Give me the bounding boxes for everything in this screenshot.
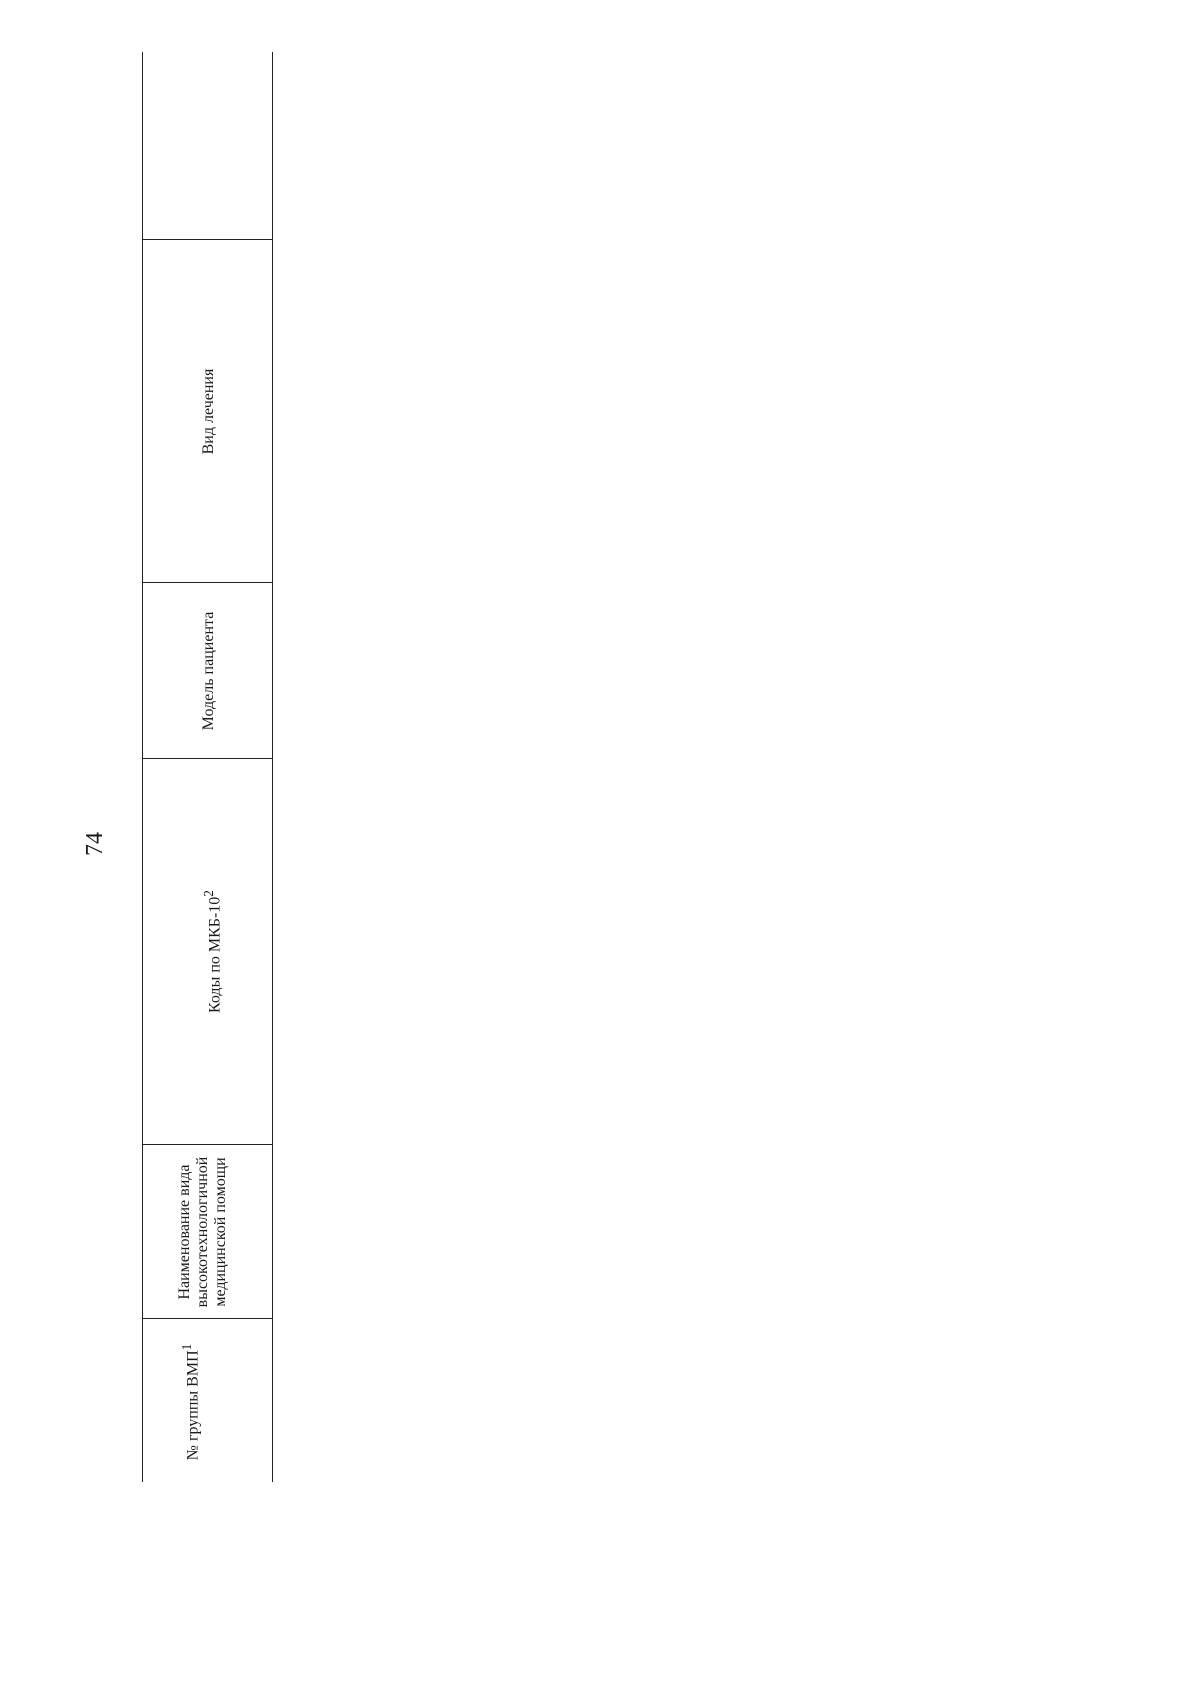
- header-mkb-codes: Коды по МКБ-$10^2$: [201, 890, 224, 1013]
- header-bottom-border: [272, 52, 273, 1482]
- header-group-no: № группы ВМП$^1$: [179, 1343, 202, 1461]
- page-number: 74: [82, 832, 108, 856]
- col-divider-2: [142, 1144, 272, 1145]
- header-patient-model: Модель пациента: [200, 611, 217, 731]
- header-top-border: [142, 52, 143, 1482]
- col-divider-1: [142, 1318, 272, 1319]
- col-divider-5: [142, 239, 272, 240]
- col-divider-3: [142, 758, 272, 759]
- col-divider-4: [142, 582, 272, 583]
- header-treatment-type: Вид лечения: [200, 368, 217, 455]
- header-vid-name: Наименование вида высокотехнологичной медицинской помощи: [176, 1156, 229, 1308]
